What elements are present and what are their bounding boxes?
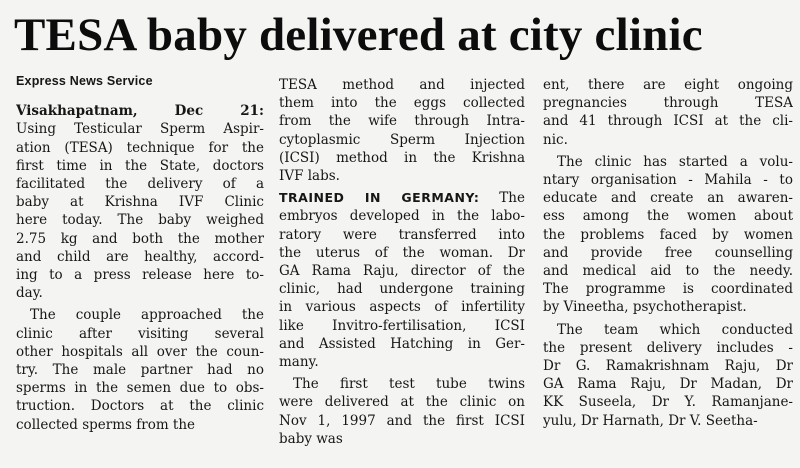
text-line: ratory were transferred into (279, 226, 525, 243)
text-line: pregnancies through TESA (543, 95, 793, 112)
text-line: truction. Doctors at the clinic (16, 398, 264, 415)
text-line: by Vineetha, psychotherapist. (543, 299, 747, 316)
column-2-body (279, 76, 525, 448)
text-line: ent, there are eight ongoing (543, 77, 793, 93)
text-line: clinic after visiting several (16, 325, 264, 342)
text-line: other hospitals all over the coun- (16, 343, 264, 360)
byline: Express News Service (16, 74, 153, 88)
text-line: and medical aid to the needy. (543, 263, 793, 280)
text-line: collected sperms from the (16, 416, 196, 433)
text-line: and provide free counselling (543, 244, 793, 261)
subhead: TRAINED IN GERMANY: (279, 190, 480, 206)
text-line: The programme is coordinated (543, 281, 793, 298)
text-line: sperms in the semen due to obs- (16, 380, 264, 397)
subhead-line (279, 189, 525, 207)
text-line: GA Rama Raju, Dr Madan, Dr (543, 376, 793, 393)
text-line: GA Rama Raju, director of the (279, 263, 525, 280)
dateline: Visakhapatnam, Dec 21: (16, 103, 264, 120)
text-line: TESA method and injected (279, 77, 525, 93)
text-line: embryos developed in the labo- (279, 208, 525, 225)
column-1 (16, 72, 264, 434)
text-line: try. The male partner had no (16, 362, 264, 379)
text-line: educate and create an awaren- (543, 190, 793, 207)
text-line: baby was (279, 430, 343, 447)
text-line: them into the eggs collected (279, 95, 525, 112)
subhead-rest: The (479, 190, 525, 207)
text-line: The team which conducted (557, 321, 793, 338)
text-line: here today. The baby weighed (16, 212, 264, 229)
column-3-body (543, 76, 793, 430)
text-line: ess among the women about (543, 208, 793, 225)
text-line: day. (16, 285, 43, 302)
text-line: clinic, had undergone training (279, 281, 525, 298)
text-line: The first test tube twins (293, 376, 525, 393)
text-line: the uterus of the woman. Dr (279, 244, 525, 261)
text-line: baby at Krishna IVF Clinic (16, 194, 264, 211)
text-line: Dr G. Ramakrishnam Raju, Dr (543, 358, 793, 375)
text-line: the present delivery includes - (543, 339, 793, 356)
text-line: (ICSI) method in the Krishna (279, 149, 525, 166)
text-line: were delivered at the clinic on (279, 394, 525, 411)
text-line: like Invitro-fertilisation, ICSI (279, 317, 525, 334)
text-line: and Assisted Hatching in Ger- (279, 335, 525, 352)
text-line: facilitated the delivery of a (16, 176, 264, 193)
text-line: many. (279, 354, 319, 371)
column-3 (543, 76, 793, 430)
headline: TESA baby delivered at city clinic (14, 9, 703, 61)
column-2 (279, 76, 525, 448)
text-line: and child are healthy, accord- (16, 248, 264, 265)
text-line: ing to a press release here to- (16, 267, 264, 284)
text-line: yulu, Dr Harnath, Dr V. Seetha- (543, 412, 758, 429)
text-line: IVF labs. (279, 168, 340, 185)
text-line: and 41 through ICSI at the cli- (543, 113, 793, 130)
dateline-line (16, 102, 264, 120)
text-line: first time in the State, doctors (16, 157, 264, 174)
text-line: ation (TESA) technique for the (16, 139, 264, 156)
text-line: nic. (543, 131, 568, 148)
text-line: KK Suseela, Dr Y. Ramanjane- (543, 394, 793, 411)
text-line: The couple approached the (30, 307, 264, 324)
text-line: The clinic has started a volu- (557, 153, 793, 170)
text-line: Using Testicular Sperm Aspir- (16, 121, 264, 138)
text-line: in various aspects of infertility (279, 299, 525, 316)
column-1-body (16, 102, 264, 434)
text-line: 2.75 kg and both the mother (16, 230, 264, 247)
text-line: Nov 1, 1997 and the first ICSI (279, 412, 525, 429)
text-line: from the wife through Intra- (279, 113, 525, 130)
text-line: cytoplasmic Sperm Injection (279, 131, 525, 148)
text-line: the problems faced by women (543, 226, 793, 243)
text-line: ntary organisation - Mahila - to (543, 172, 793, 189)
